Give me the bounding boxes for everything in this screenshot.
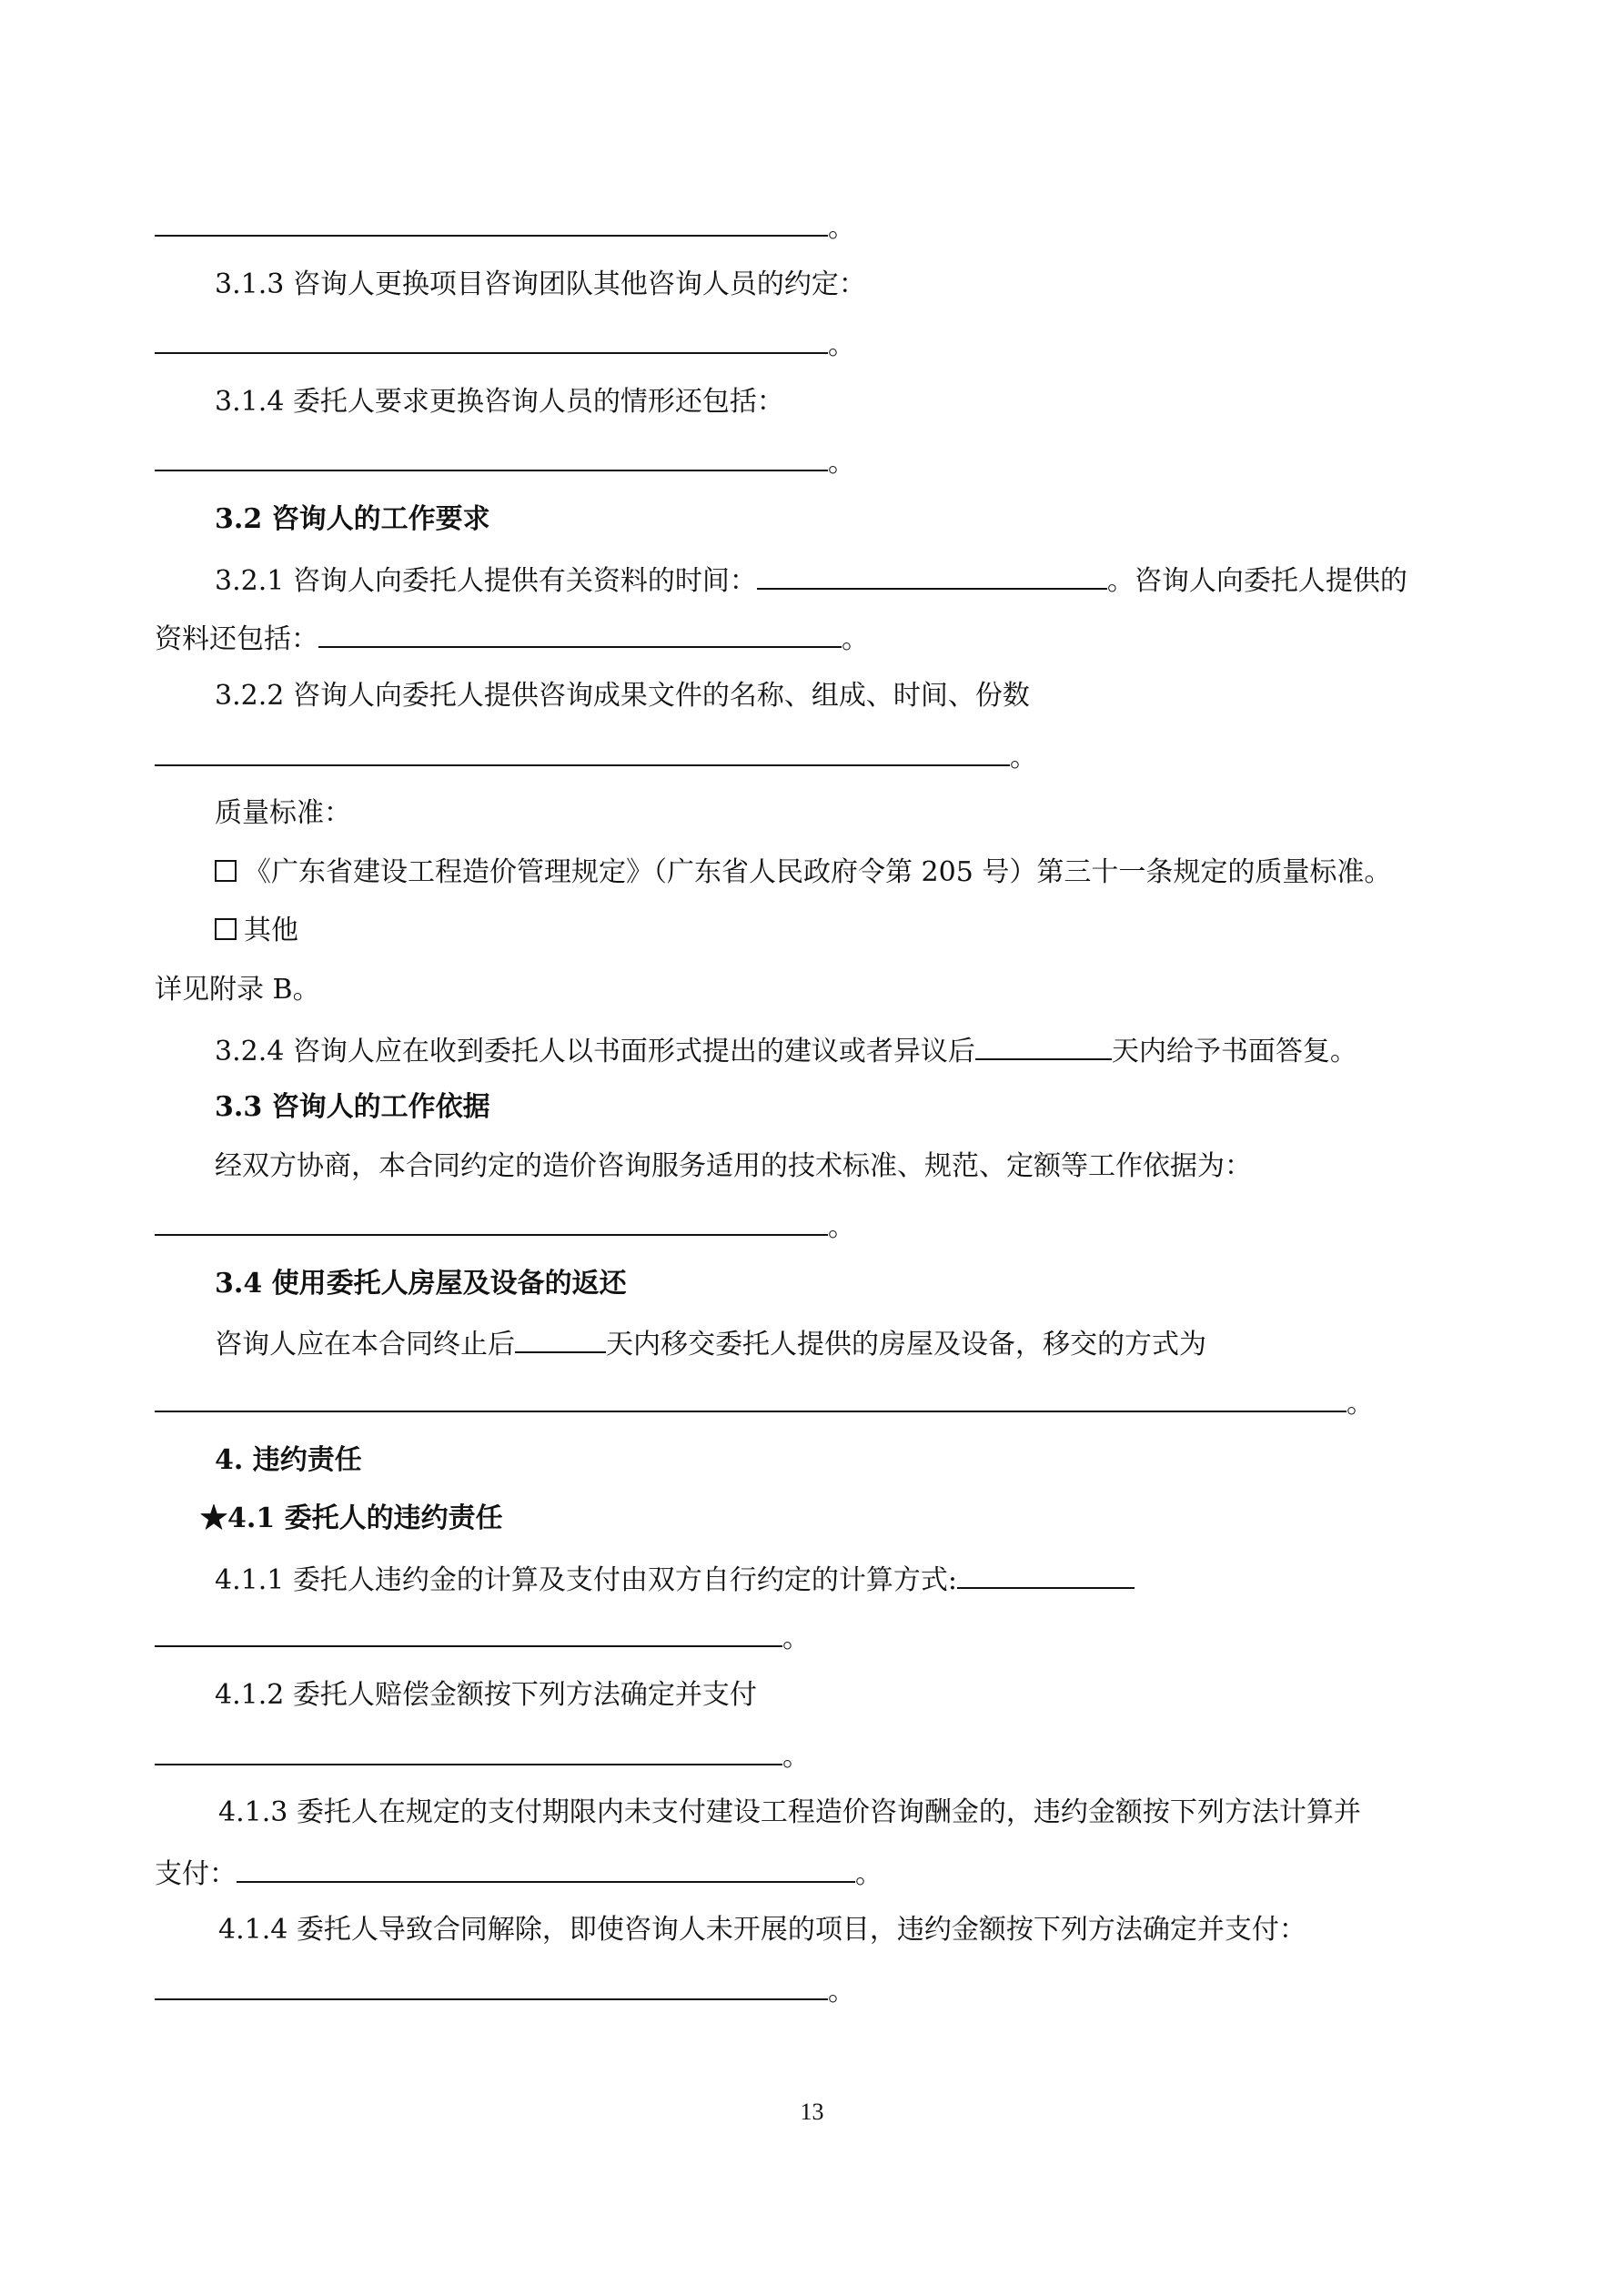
page-number: 13 [800, 2099, 824, 2125]
heading-3-3: 3.3 咨询人的工作依据 [215, 1091, 490, 1123]
fill-line: 。 [155, 1736, 810, 1775]
blank-field[interactable] [155, 737, 1010, 766]
blank-field[interactable] [155, 207, 828, 237]
clause-3-1-3: 3.1.3 咨询人更换项目咨询团队其他咨询人员的约定： [215, 268, 866, 300]
blank-field[interactable] [155, 1618, 782, 1647]
blank-field[interactable] [155, 1971, 828, 2000]
fill-line: 。 [155, 1971, 855, 2010]
clause-4-1-2: 4.1.2 委托人赔偿金额按下列方法确定并支付 [215, 1679, 757, 1711]
heading-4-1: ★4.1 委托人的违约责任 [200, 1502, 503, 1534]
blank-field[interactable] [757, 561, 1107, 590]
blank-field[interactable] [515, 1324, 606, 1353]
clause-4-1-3: 4.1.3 委托人在规定的支付期限内未支付建设工程造价咨询酬金的，违约金额按下列方法计算并 [218, 1796, 1361, 1828]
clause-3-2-1-cont: 资料还包括： 。 [155, 619, 869, 658]
fill-line: 。 [155, 207, 855, 247]
fill-line: 。 [155, 1207, 855, 1246]
fill-line: 。 [155, 442, 855, 481]
heading-3-4: 3.4 使用委托人房屋及设备的返还 [215, 1268, 627, 1300]
clause-4-1-4: 4.1.4 委托人导致合同解除，即使咨询人未开展的项目，违约金额按下列方法确定并支付： [218, 1914, 1306, 1946]
clause-3-3-text: 经双方协商，本合同约定的造价咨询服务适用的技术标准、规范、定额等工作依据为： [215, 1150, 1252, 1182]
option-gd-regulation: 《广东省建设工程造价管理规定》（广东省人民政府令第 205 号）第三十一条规定的质量标准。 [215, 855, 1391, 891]
clause-3-2-2: 3.2.2 咨询人向委托人提供咨询成果文件的名称、组成、时间、份数 [215, 680, 1030, 712]
option-other: 其他 [215, 913, 298, 949]
clause-3-2-1: 3.2.1 咨询人向委托人提供有关资料的时间： 。咨询人向委托人提供的 [215, 561, 1407, 600]
clause-3-4: 咨询人应在本合同终止后 天内移交委托人提供的房屋及设备，移交的方式为 [215, 1324, 1206, 1363]
blank-field[interactable] [237, 1854, 855, 1883]
clause-4-1-1: 4.1.1 委托人违约金的计算及支付由双方自行约定的计算方式: [215, 1560, 1135, 1599]
fill-line: 。 [155, 325, 855, 364]
fill-line: 。 [155, 1383, 1374, 1422]
blank-field[interactable] [155, 442, 828, 471]
clause-3-2-4: 3.2.4 咨询人应在收到委托人以书面形式提出的建议或者异议后 天内给予书面答复。 [215, 1031, 1357, 1070]
blank-field[interactable] [155, 1383, 1347, 1412]
clause-3-1-4: 3.1.4 委托人要求更换咨询人员的情形还包括： [215, 386, 784, 418]
heading-4: 4. 违约责任 [215, 1444, 362, 1476]
quality-label: 质量标准： [215, 797, 351, 829]
checkbox-gd-regulation[interactable] [215, 860, 237, 882]
blank-field[interactable] [155, 1207, 828, 1236]
clause-4-1-3-cont: 支付： 。 [155, 1854, 883, 1893]
star-icon: ★ [200, 1502, 227, 1534]
heading-3-2: 3.2 咨询人的工作要求 [215, 503, 490, 535]
blank-field[interactable] [975, 1031, 1112, 1060]
blank-field[interactable] [957, 1560, 1135, 1589]
blank-field[interactable] [318, 619, 842, 648]
blank-field[interactable] [155, 325, 828, 354]
see-appendix: 详见附录 B。 [155, 974, 320, 1006]
checkbox-other[interactable] [215, 918, 237, 940]
blank-field[interactable] [155, 1736, 782, 1765]
fill-line: 。 [155, 1618, 810, 1657]
fill-line: 。 [155, 737, 1037, 776]
